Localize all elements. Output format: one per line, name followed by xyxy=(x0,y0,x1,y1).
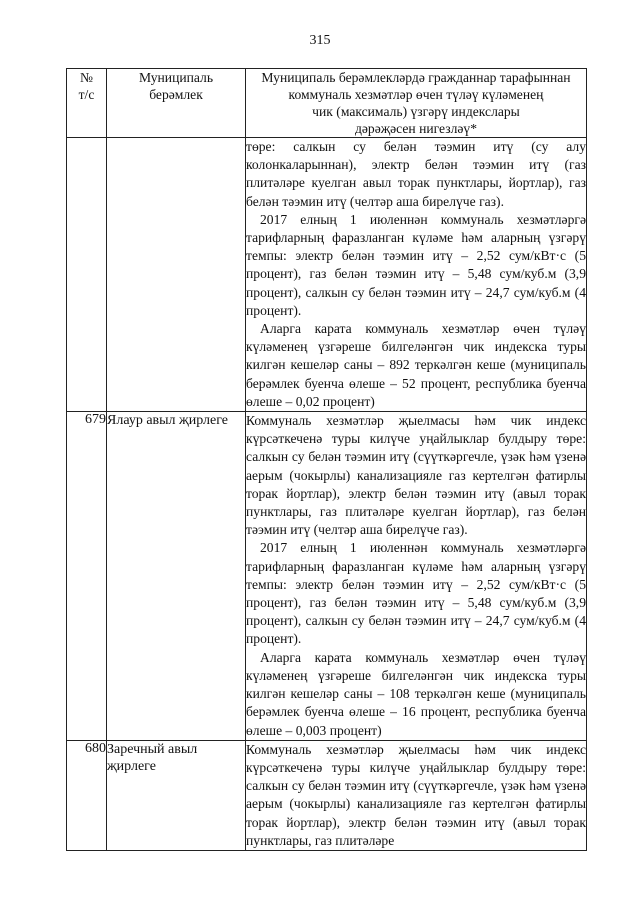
row-justification xyxy=(246,412,587,741)
row-municipality xyxy=(107,138,246,412)
header-line: т/с xyxy=(78,87,95,102)
paragraph: төре: салкын су белән тәэмин итү (су алу колонкаларыннан), электр белән тәэмин итү (газ плитәләре куелган авыл торак пунктлары, йортлар), газ белән тәэмин итү (челтәр аша бирелүче газ). xyxy=(246,139,586,209)
row-justification xyxy=(246,138,587,412)
benchmark-table xyxy=(66,68,587,851)
header-line: чик (максималь) үзгәрү индекслары xyxy=(312,104,520,119)
paragraph: 2017 елның 1 июленнән коммуналь хезмәтләргә тарифларның фаразланган күләме һәм аларның үзгәрү темпы: электр белән тәэмин итү – 2,52 сум/кВт·с (5 процент), газ белән тәэмин итү – 5,48 сум/куб.м (3,9 процент), салкын су белән тәэмин итү – 24,7 сум/куб.м (4 процент). xyxy=(246,540,586,647)
row-number: 679 xyxy=(67,412,107,741)
table-row xyxy=(67,138,587,412)
paragraph: Аларга карата коммуналь хезмәтләр өчен түләү күләменең үзгәреше билгеләнгән чик индекска туры килгән кешеләр саны – 892 теркәлгән кеше (муниципаль берәмлек буенча өлеше – 52 процент, республика буенча өлеше – 0,02 процент) xyxy=(246,321,586,409)
table-header-row xyxy=(67,69,587,138)
page-number: 315 xyxy=(309,33,331,48)
header-line: берәмлек xyxy=(149,87,203,102)
paragraph: 2017 елның 1 июленнән коммуналь хезмәтләргә тарифларның фаразланган күләме һәм аларның үзгәрү темпы: электр белән тәэмин итү – 2,52 сум/кВт·с (5 процент), газ белән тәэмин итү – 5,48 сум/куб.м (3,9 процент), салкын су белән тәэмин итү – 24,7 сум/куб.м (4 процент). xyxy=(246,211,586,318)
header-line: № xyxy=(80,70,93,85)
header-line: дәрәҗәсен нигезләү* xyxy=(354,121,478,136)
table-row xyxy=(67,740,587,850)
header-line: коммуналь хезмәтләр өчен түләү күләменең xyxy=(288,87,544,102)
row-justification xyxy=(246,740,587,850)
paragraph: Коммуналь хезмәтләр җыелмасы һәм чик индекс күрсәткеченә туры килүче уңайлыклар булдыру төре: салкын су белән тәэмин итү (сүүткәргечле, үзәк һәм үзенә аерым (чокырлы) канализацияле газ кертелгән фатирлы торак йортлар), электр белән тәэмин итү (авыл торак пунктлары, газ плитәләре xyxy=(246,741,586,848)
row-municipality: Ялаур авыл җирлеге xyxy=(107,412,246,741)
paragraph: Коммуналь хезмәтләр җыелмасы һәм чик индекс күрсәткеченә туры килүче уңайлыклар булдыру төре: салкын су белән тәэмин итү (сүүткәргечле, үзәк һәм үзенә аерым (чокырлы) канализацияле газ кертелгән фатирлы торак йортлар), электр белән тәэмин итү (авыл торак пунктлары, газ плитәләре куелган йортлар), газ белән тәэмин итү (челтәр аша бирелүче газ). xyxy=(246,413,586,538)
paragraph: Аларга карата коммуналь хезмәтләр өчен түләү күләменең үзгәреше билгеләнгән чик индекска туры килгән кешеләр саны – 108 теркәлгән кеше (муниципаль берәмлек буенча өлеше – 16 процент, республика буенча өлеше – 0,003 процент) xyxy=(246,649,586,738)
header-number xyxy=(67,69,107,138)
row-municipality: Заречный авыл җирлеге xyxy=(107,740,246,850)
header-line: Муниципаль берәмлекләрдә гражданнар тарафыннан xyxy=(261,70,571,85)
table-row xyxy=(67,412,587,741)
row-number xyxy=(67,138,107,412)
row-number: 680 xyxy=(67,740,107,850)
header-municipality xyxy=(107,69,246,138)
header-line: Муниципаль xyxy=(138,70,214,85)
header-justification xyxy=(246,69,587,138)
